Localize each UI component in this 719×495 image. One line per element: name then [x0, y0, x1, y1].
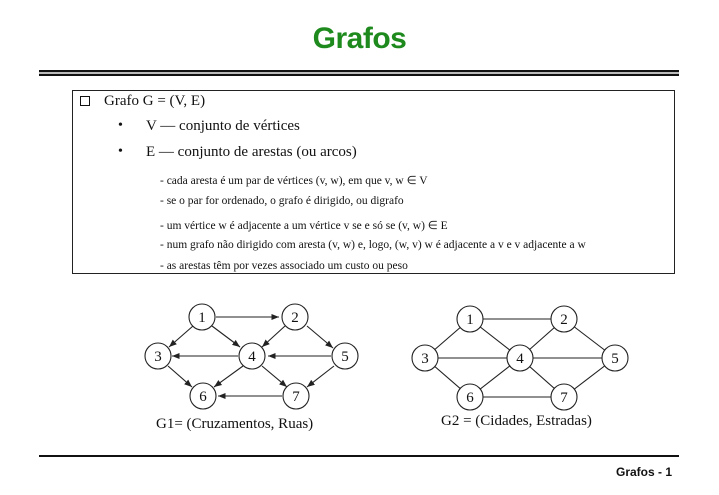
graph-g2-labels — [421, 312, 619, 406]
slide-footer: Grafos - 1 — [615, 465, 672, 479]
detail-line: - se o par for ordenado, o grafo é dirigido, ou digrafo — [160, 195, 404, 207]
bullet-icon: • — [118, 144, 123, 159]
svg-text:3: 3 — [421, 351, 429, 367]
detail-line: - num grafo não dirigido com aresta (v, w) e, logo, (w, v) w é adjacente a v e v adjacente a w — [160, 239, 586, 251]
svg-text:5: 5 — [341, 349, 349, 365]
svg-text:5: 5 — [611, 351, 619, 367]
graph-g2-caption: G2 = (Cidades, Estradas) — [441, 413, 592, 429]
bullet-arestas: E — conjunto de arestas (ou arcos) — [146, 144, 357, 160]
detail-line: - cada aresta é um par de vértices (v, w), em que v, w ∈ V — [160, 175, 428, 187]
svg-text:4: 4 — [248, 349, 256, 365]
svg-text:1: 1 — [198, 310, 206, 326]
svg-text:4: 4 — [516, 351, 524, 367]
heading-grafo: Grafo G = (V, E) — [104, 93, 206, 109]
svg-text:6: 6 — [199, 389, 207, 405]
footer-rule — [39, 455, 679, 457]
graph-g1-caption: G1= (Cruzamentos, Ruas) — [156, 416, 314, 432]
detail-line: - um vértice w é adjacente a um vértice v se e só se (v, w) ∈ E — [160, 220, 448, 232]
svg-text:3: 3 — [154, 349, 162, 365]
svg-text:6: 6 — [466, 390, 474, 406]
slide-title: Grafos — [312, 22, 407, 55]
svg-text:7: 7 — [292, 389, 300, 405]
bullet-icon: • — [118, 118, 123, 133]
svg-text:7: 7 — [560, 390, 568, 406]
svg-text:2: 2 — [560, 312, 568, 328]
detail-line: - as arestas têm por vezes associado um custo ou peso — [160, 260, 408, 272]
svg-text:2: 2 — [291, 310, 299, 326]
svg-text:1: 1 — [466, 312, 474, 328]
bullet-vertices: V — conjunto de vértices — [146, 118, 300, 134]
graph-g1-labels — [154, 310, 349, 405]
